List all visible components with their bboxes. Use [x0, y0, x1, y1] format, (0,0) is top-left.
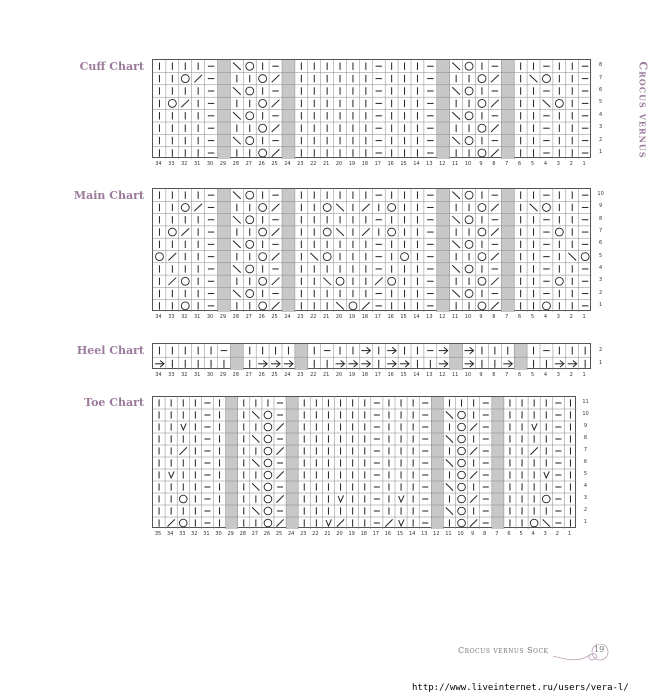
column-number: 33	[168, 372, 175, 379]
heel-chart-title: Heel Chart	[76, 344, 144, 357]
column-number: 27	[245, 372, 252, 379]
row-number: 11	[582, 399, 589, 405]
column-number: 6	[518, 372, 522, 379]
column-number: 5	[519, 531, 523, 537]
row-number: 6	[599, 240, 603, 247]
column-number: 17	[374, 314, 381, 320]
column-number: 4	[543, 372, 548, 379]
column-number: 22	[312, 531, 319, 537]
column-number: 20	[335, 314, 343, 320]
column-number: 28	[239, 531, 246, 537]
row-number: 9	[583, 423, 588, 429]
column-number: 13	[426, 372, 433, 379]
column-number: 1	[582, 161, 586, 168]
row-number: 1	[599, 149, 603, 155]
column-number: 1	[567, 531, 572, 537]
column-number: 14	[413, 314, 420, 320]
column-number: 21	[322, 372, 330, 379]
column-number: 16	[384, 531, 392, 537]
column-number: 6	[518, 314, 522, 320]
column-number: 5	[530, 372, 535, 379]
column-number: 34	[166, 531, 174, 537]
column-number: 19	[348, 531, 355, 537]
row-number: 8	[599, 215, 603, 222]
column-number: 26	[258, 161, 265, 168]
column-number: 23	[297, 372, 304, 379]
column-number: 15	[400, 314, 407, 320]
row-number: 2	[599, 136, 603, 143]
heel-column-numbers	[152, 371, 591, 379]
column-number: 3	[556, 372, 560, 379]
column-number: 19	[348, 161, 356, 168]
column-number: 7	[505, 161, 509, 168]
column-number: 12	[439, 372, 446, 379]
cuff-row-numbers	[595, 59, 609, 158]
side-title: Crocus vernus	[636, 61, 650, 159]
column-number: 3	[543, 531, 547, 537]
row-number: 5	[599, 252, 603, 259]
column-number: 18	[361, 161, 369, 168]
column-number: 5	[530, 314, 535, 320]
column-number: 10	[464, 314, 472, 320]
column-number: 4	[543, 314, 548, 320]
column-number: 15	[400, 372, 407, 379]
row-number: 3	[599, 277, 603, 284]
column-number: 26	[263, 531, 271, 537]
column-number: 20	[335, 372, 343, 379]
column-number: 19	[348, 372, 356, 379]
column-number: 8	[492, 314, 496, 320]
column-number: 7	[495, 531, 499, 537]
column-number: 8	[483, 531, 487, 537]
column-number: 26	[258, 372, 265, 379]
column-number: 29	[219, 161, 227, 168]
column-number: 18	[360, 531, 367, 537]
column-number: 31	[193, 372, 201, 379]
column-number: 24	[284, 161, 291, 168]
column-number: 33	[179, 531, 186, 537]
column-number: 14	[408, 531, 416, 537]
column-number: 16	[387, 161, 394, 168]
row-number: 4	[583, 483, 588, 489]
column-number: 33	[168, 161, 175, 168]
row-number: 9	[599, 203, 603, 210]
row-number: 6	[583, 459, 588, 465]
column-number: 13	[426, 161, 433, 168]
column-number: 27	[251, 531, 259, 537]
row-number: 6	[599, 87, 603, 93]
column-number: 32	[181, 314, 188, 320]
column-number: 7	[505, 314, 509, 320]
column-number: 22	[310, 314, 317, 320]
cuff-chart-grid	[152, 59, 591, 158]
column-number: 3	[556, 314, 560, 320]
row-number: 7	[599, 74, 603, 81]
column-number: 33	[168, 314, 175, 320]
row-number: 8	[583, 435, 588, 441]
row-number: 4	[599, 264, 603, 271]
column-number: 18	[361, 314, 369, 320]
row-number: 3	[599, 124, 603, 131]
row-number: 8	[599, 62, 603, 69]
column-number: 23	[297, 314, 304, 320]
column-number: 11	[451, 314, 459, 320]
column-number: 9	[471, 531, 475, 537]
row-number: 1	[599, 359, 603, 366]
column-number: 22	[310, 372, 317, 379]
column-number: 25	[275, 531, 283, 537]
column-number: 23	[300, 531, 307, 537]
column-number: 2	[569, 161, 573, 168]
column-number: 11	[451, 161, 459, 168]
column-number: 13	[421, 531, 428, 537]
column-number: 28	[232, 314, 240, 320]
row-number: 4	[599, 111, 603, 118]
column-number: 32	[181, 161, 188, 168]
column-number: 2	[569, 372, 573, 379]
row-number: 5	[599, 99, 603, 106]
column-number: 1	[582, 314, 586, 320]
column-number: 34	[155, 372, 162, 379]
column-number: 17	[374, 161, 381, 168]
cuff-chart-title: Cuff Chart	[79, 60, 144, 73]
column-number: 18	[361, 372, 369, 379]
row-number: 1	[599, 301, 603, 308]
column-number: 24	[287, 531, 295, 537]
row-number: 7	[599, 228, 603, 235]
row-number: 10	[597, 191, 604, 198]
column-number: 26	[258, 314, 265, 320]
column-number: 14	[413, 161, 420, 168]
column-number: 8	[492, 372, 496, 379]
column-number: 17	[372, 531, 380, 537]
column-number: 14	[413, 372, 420, 379]
column-number: 19	[348, 314, 356, 320]
column-number: 10	[464, 161, 472, 168]
column-number: 3	[556, 161, 560, 168]
column-number: 21	[322, 314, 330, 320]
column-number: 32	[191, 531, 198, 537]
column-number: 16	[387, 372, 394, 379]
column-number: 4	[543, 161, 548, 168]
column-number: 15	[396, 531, 404, 537]
column-number: 9	[479, 161, 483, 168]
column-number: 21	[322, 161, 330, 168]
column-number: 25	[271, 372, 278, 379]
column-number: 10	[464, 372, 472, 379]
column-number: 29	[227, 531, 234, 537]
toe-column-numbers	[152, 530, 576, 538]
main-row-numbers	[595, 188, 609, 311]
column-number: 29	[219, 314, 227, 320]
column-number: 20	[335, 161, 343, 168]
column-number: 30	[206, 372, 214, 379]
column-number: 29	[219, 372, 227, 379]
column-number: 31	[193, 314, 201, 320]
column-number: 24	[284, 314, 291, 320]
row-number: 7	[583, 447, 588, 453]
row-number: 10	[582, 411, 589, 417]
column-number: 27	[245, 314, 252, 320]
column-number: 30	[206, 314, 214, 320]
row-number: 2	[599, 289, 603, 296]
toe-row-numbers	[580, 396, 594, 528]
row-number: 2	[583, 507, 588, 513]
watermark-url: http://www.liveinternet.ru/users/vera-l/	[412, 683, 629, 693]
column-number: 2	[555, 531, 559, 537]
column-number: 7	[505, 372, 509, 379]
column-number: 16	[387, 314, 394, 320]
column-number: 11	[451, 372, 459, 379]
column-number: 25	[271, 314, 278, 320]
column-number: 24	[284, 372, 291, 379]
page-number: 19	[594, 645, 605, 654]
heel-row-numbers	[595, 343, 609, 369]
column-number: 28	[232, 372, 240, 379]
column-number: 12	[439, 314, 446, 320]
row-number: 3	[583, 495, 588, 501]
column-number: 34	[155, 314, 162, 320]
cuff-column-numbers	[152, 160, 591, 168]
column-number: 12	[439, 161, 446, 168]
toe-chart-grid	[152, 396, 576, 528]
column-number: 30	[215, 531, 222, 537]
column-number: 11	[445, 531, 452, 537]
page-footer	[448, 644, 648, 664]
column-number: 25	[271, 161, 278, 168]
column-number: 31	[203, 531, 210, 537]
footer-title: Crocus vernus Sock	[458, 646, 549, 655]
column-number: 34	[155, 161, 162, 168]
row-number: 2	[599, 346, 603, 353]
column-number: 10	[457, 531, 464, 537]
column-number: 30	[206, 161, 214, 168]
column-number: 6	[518, 161, 522, 168]
column-number: 20	[336, 531, 343, 537]
main-chart-title: Main Chart	[73, 189, 144, 202]
column-number: 5	[530, 161, 535, 168]
column-number: 9	[479, 314, 483, 320]
column-number: 22	[310, 161, 317, 168]
main-chart-grid	[152, 188, 591, 311]
heel-chart-grid	[152, 343, 591, 369]
column-number: 17	[374, 372, 381, 379]
column-number: 31	[193, 161, 201, 168]
column-number: 21	[324, 531, 331, 537]
row-number: 1	[583, 519, 588, 525]
column-number: 32	[181, 372, 188, 379]
column-number: 8	[492, 161, 496, 168]
column-number: 9	[479, 372, 483, 379]
main-column-numbers	[152, 313, 591, 321]
column-number: 15	[400, 161, 407, 168]
column-number: 12	[433, 531, 440, 537]
column-number: 13	[426, 314, 433, 320]
toe-chart-title: Toe Chart	[84, 396, 144, 409]
column-number: 23	[297, 161, 304, 168]
column-number: 1	[582, 372, 586, 379]
column-number: 35	[154, 531, 162, 537]
column-number: 2	[569, 314, 573, 320]
column-number: 27	[245, 161, 252, 168]
column-number: 28	[232, 161, 240, 168]
column-number: 4	[531, 531, 535, 537]
column-number: 6	[507, 531, 511, 537]
row-number: 5	[583, 471, 588, 477]
